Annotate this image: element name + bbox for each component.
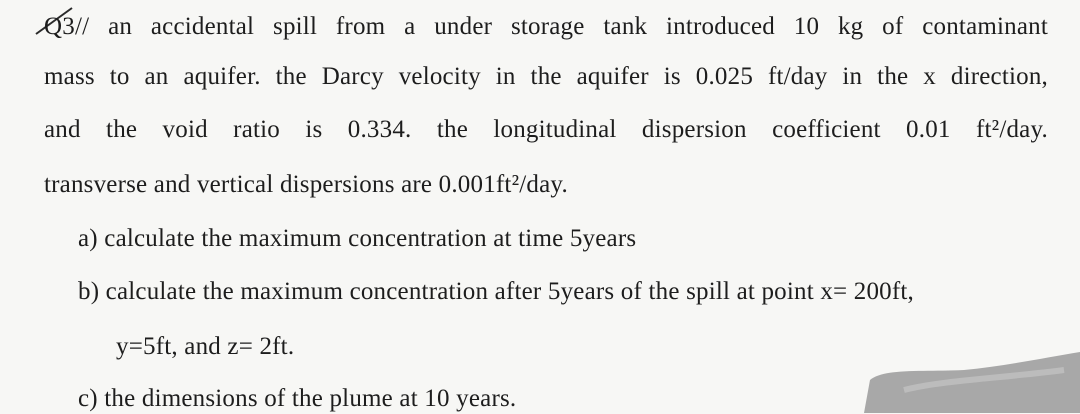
part-b-continued: y=5ft, and z= 2ft. — [116, 333, 295, 360]
part-c: c) the dimensions of the plume at 10 years. — [78, 385, 517, 412]
question-line-1 — [44, 12, 1048, 42]
question-line-4: transverse and vertical dispersions are 0.001ft²/day. — [44, 171, 568, 198]
part-b: b) calculate the maximum concentration after 5years of the spill at point x= 200ft, — [78, 278, 914, 305]
part-a: a) calculate the maximum concentration at time 5years — [78, 225, 637, 252]
question-line-3: and the void ratio is 0.334. the longitudinal dispersion coefficient 0.01 ft²/day. — [44, 116, 1048, 143]
question-text-1: an accidental spill from a under storage tank introduced 10 kg of contaminant — [108, 13, 1048, 40]
question-line-2: mass to an aquifer. the Darcy velocity in the aquifer is 0.025 ft/day in the x direction, — [44, 63, 1048, 90]
redaction-smudge — [864, 350, 1080, 413]
question-number: Q3// — [44, 13, 90, 40]
